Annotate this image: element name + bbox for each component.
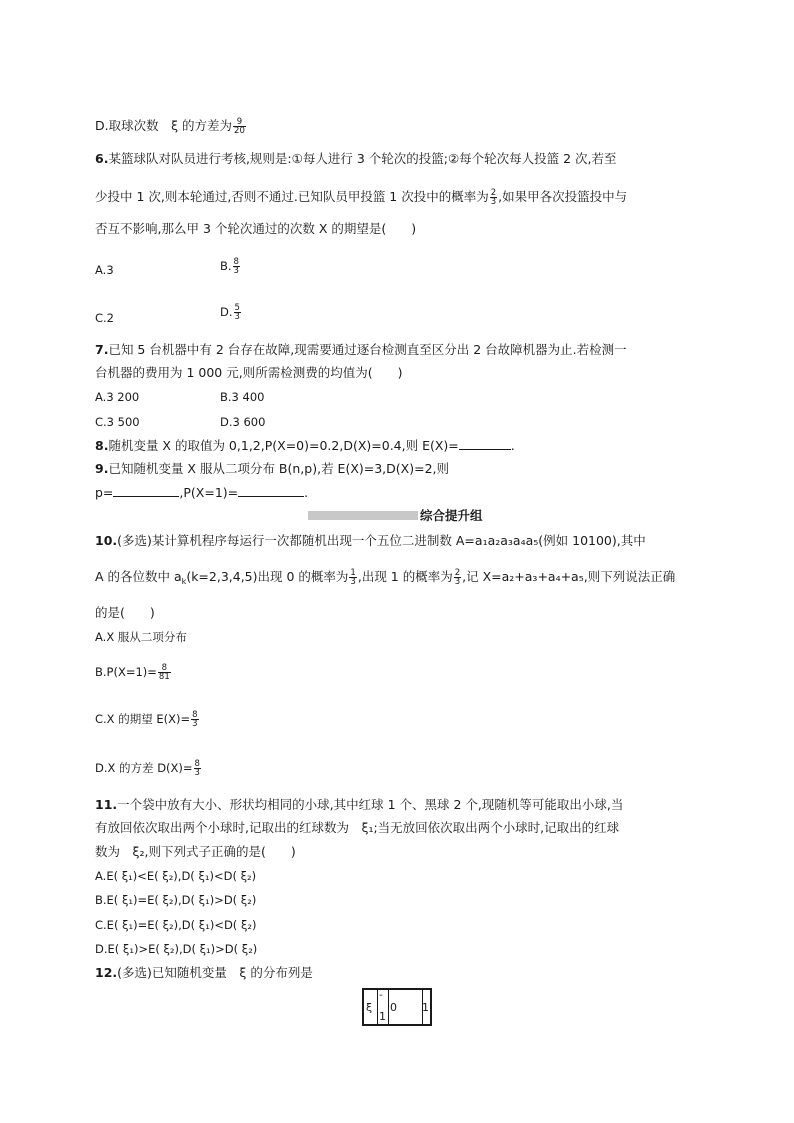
q7-line-1: 7.已知 5 台机器中有 2 台存在故障,现需要通过逐台检测直至区分出 2 台故障机器为止.若检测一 [95, 342, 627, 357]
fraction: $\frac{2}{3}$ [454, 568, 461, 587]
fraction: $\frac{8}{3}$ [233, 257, 239, 276]
q7-option-c: C.3 500 [95, 415, 140, 429]
table-header-cell: ξ [364, 990, 378, 1024]
table-cell-1: 1 [422, 1001, 429, 1014]
q10-line-2: A 的各位数中 $a_k(k=2,3,4,5)$出现 0 的概率为 $\frac{1}{3}$ ,出现 1 的概率为 $\frac{2}{3}$ ,记 X=a₂+a₃+a₄+a₅,则下列说法正确 [95, 568, 676, 587]
q10-option-b: B.P(X=1)= $\frac{8}{81}$ [95, 663, 170, 682]
q9-number: 9. [95, 461, 109, 476]
q8-number: 8. [95, 438, 109, 453]
q10-line-3: 的是( ) [95, 605, 155, 620]
q12-number: 12. [95, 965, 118, 980]
fraction: $\frac{5}{3}$ [234, 303, 240, 322]
fraction: $\frac{1}{3}$ [350, 568, 356, 587]
q10-option-d: D.X 的方差 D(X)= $\frac{8}{3}$ [95, 759, 200, 778]
q5-option-d [95, 118, 247, 135]
answer-blank[interactable] [459, 437, 511, 450]
q10-line-1: 10.(多选)某计算机程序每运行一次都随机出现一个五位二进制数 A=a₁a₂a₃a₄a₅(例如 10100),其中 [95, 533, 646, 548]
answer-blank[interactable] [238, 484, 304, 497]
q6-option-a: A.3 [95, 263, 114, 277]
q6-option-c: C.2 [95, 311, 115, 325]
q10-option-a: A.X 服从二项分布 [95, 630, 187, 644]
q11-line-3: 数为 ξ₂,则下列式子正确的是( ) [95, 844, 296, 859]
q9-line-2: p= ,P(X=1)= . [95, 485, 309, 500]
q7-option-a: A.3 200 [95, 390, 140, 404]
q6-number: 6. [95, 151, 109, 166]
q11-option-d: D.E( ξ₁)>E( ξ₂),D( ξ₁)>D( ξ₂) [95, 942, 258, 956]
section-title: 综合提升组 [420, 508, 483, 523]
q10-option-c: C.X 的期望 E(X)= $\frac{8}{3}$ [95, 710, 198, 729]
q6-line-2: 少投中 1 次,则本轮通过,否则不通过.已知队员甲投篮 1 次投中的概率为 $\frac{2}{3}$ ,如果甲各次投篮投中与 [95, 188, 628, 207]
q7-line-2: 台机器的费用为 1 000 元,则所需检测费的均值为( ) [95, 365, 403, 380]
fraction: $\frac{2}{3}$ [490, 188, 497, 207]
q6-option-d: D. $\frac{5}{3}$ [220, 303, 240, 322]
q11-option-a: A.E( ξ₁)<E( ξ₂),D( ξ₁)<D( ξ₂) [95, 869, 257, 883]
fraction: $\frac{8}{81}$ [158, 663, 170, 682]
fraction: $\frac{8}{3}$ [192, 710, 198, 729]
table-cell-neg1: - 1 [377, 990, 389, 1024]
fraction: $\frac{9}{20}$ [234, 117, 245, 136]
q7-option-b: B.3 400 [220, 390, 265, 404]
q11-line-1: 11.一个袋中放有大小、形状均相同的小球,其中红球 1 个、黑球 2 个,现随机等可能取出小球,当 [95, 797, 624, 812]
q11-option-c: C.E( ξ₁)=E( ξ₂),D( ξ₁)<D( ξ₂) [95, 918, 257, 932]
q6-line-1: 6.某篮球队对队员进行考核,规则是:①每人进行 3 个轮次的投篮;②每个轮次每人投篮 2 次,若至 [95, 151, 617, 166]
q6-option-b: B. $\frac{8}{3}$ [220, 257, 239, 276]
q9-line-1: 9.已知随机变量 X 服从二项分布 B(n,p),若 E(X)=3,D(X)=2,则 [95, 461, 449, 476]
q7-number: 7. [95, 342, 109, 357]
q12-line-1: 12.(多选)已知随机变量 ξ 的分布列是 [95, 965, 313, 980]
q8-line: 8.随机变量 X 的取值为 0,1,2,P(X=0)=0.2,D(X)=0.4,则 E(X)= . [95, 438, 515, 453]
q6-line-3: 否互不影响,那么甲 3 个轮次通过的次数 X 的期望是( ) [95, 221, 417, 236]
q11-line-2: 有放回依次取出两个小球时,记取出的红球数为 ξ₁;当无放回依次取出两个小球时,记取出的红球 [95, 820, 620, 835]
q10-number: 10. [95, 533, 118, 548]
answer-blank[interactable] [113, 484, 179, 497]
q7-option-d: D.3 600 [220, 415, 266, 429]
distribution-table [362, 988, 432, 1026]
section-divider-bar [308, 511, 418, 520]
q11-number: 11. [95, 797, 118, 812]
table-cell-0: 0 [388, 990, 423, 1024]
q11-option-b: B.E( ξ₁)=E( ξ₂),D( ξ₁)>D( ξ₂) [95, 893, 257, 907]
q5-option-d-text: D.取球次数 ξ 的方差为 [95, 118, 233, 133]
fraction: $\frac{8}{3}$ [194, 759, 200, 778]
